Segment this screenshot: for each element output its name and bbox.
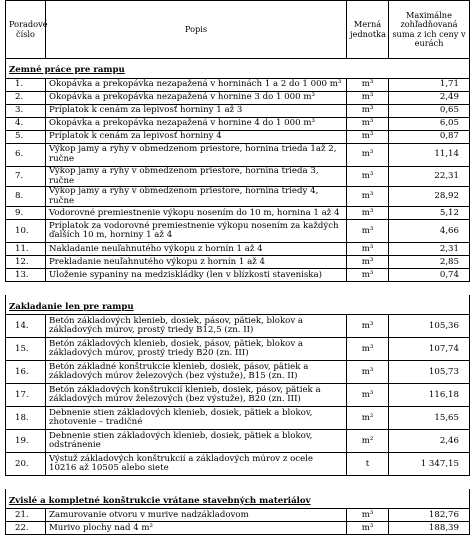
- header-unit: Merná jednotka: [347, 1, 389, 59]
- row-description: Murivo plochy nad 4 m²: [46, 522, 347, 535]
- row-number: 17.: [6, 384, 46, 407]
- row-max-amount: 105,36: [389, 315, 470, 338]
- row-unit: m³: [347, 105, 389, 118]
- row-number: 10.: [6, 220, 46, 243]
- row-number: 22.: [6, 522, 46, 535]
- row-unit: m³: [347, 207, 389, 220]
- row-unit: m³: [347, 315, 389, 338]
- table-row: [6, 269, 470, 282]
- row-number: 1.: [6, 79, 46, 92]
- row-max-amount: 22,31: [389, 167, 470, 187]
- row-description: Príplatok za vodorovné premiestnenie výkopu nosením za každých ďalších 10 m, horniny 1 až 4: [46, 220, 347, 243]
- section-header-row: [6, 299, 470, 315]
- row-unit: m³: [347, 509, 389, 522]
- price-table: [5, 0, 470, 535]
- row-unit: m³: [347, 256, 389, 269]
- table-row: [6, 207, 470, 220]
- row-max-amount: 15,65: [389, 407, 470, 430]
- row-number: 5.: [6, 131, 46, 144]
- row-max-amount: 188,39: [389, 522, 470, 535]
- row-unit: m³: [347, 167, 389, 187]
- section-header-row: [6, 493, 470, 509]
- row-number: 2.: [6, 92, 46, 105]
- row-number: 20.: [6, 453, 46, 476]
- section-title: Zakladanie len pre rampu: [9, 301, 134, 312]
- row-number: 16.: [6, 361, 46, 384]
- row-number: 18.: [6, 407, 46, 430]
- row-number: 9.: [6, 207, 46, 220]
- row-number: 3.: [6, 105, 46, 118]
- table-row: [6, 509, 470, 522]
- row-max-amount: 182,76: [389, 509, 470, 522]
- row-unit: m³: [347, 522, 389, 535]
- row-description: Príplatok k cenám za lepivosť horniny 1 až 3: [46, 105, 347, 118]
- row-description: Výkop jamy a ryhy v obmedzenom priestore, hornina trieda 1až 2, ručne: [46, 144, 347, 167]
- row-unit: m²: [347, 407, 389, 430]
- row-description: Betón základových konštrukcií klenieb, dosiek, pásov, pätiek a základových múrov železových (bez výstuže), B20 (zn. III): [46, 384, 347, 407]
- row-max-amount: 4,66: [389, 220, 470, 243]
- section-gap: [6, 476, 470, 490]
- row-unit: m³: [347, 384, 389, 407]
- row-unit: m³: [347, 361, 389, 384]
- header-description: Popis: [46, 1, 347, 59]
- row-max-amount: 0,65: [389, 105, 470, 118]
- row-description: Okopávka a prekopávka nezapažená v horninách 1 a 2 do 1 000 m³: [46, 79, 347, 92]
- row-number: 19.: [6, 430, 46, 453]
- table-row: [6, 407, 470, 430]
- table-row: [6, 384, 470, 407]
- table-row: [6, 118, 470, 131]
- section-title: Zemné práce pre rampu: [9, 65, 125, 76]
- row-max-amount: 11,14: [389, 144, 470, 167]
- row-description: Vodorovné premiestnenie výkopu nosením do 10 m, hornina 1 až 4: [46, 207, 347, 220]
- row-max-amount: 107,74: [389, 338, 470, 361]
- table-row: [6, 256, 470, 269]
- row-number: 15.: [6, 338, 46, 361]
- row-description: Debnenie stien základových klenieb, dosiek, pätiek a blokov, odstránenie: [46, 430, 347, 453]
- row-max-amount: 2,49: [389, 92, 470, 105]
- table-row: [6, 131, 470, 144]
- row-number: 7.: [6, 167, 46, 187]
- row-number: 4.: [6, 118, 46, 131]
- row-unit: m³: [347, 79, 389, 92]
- row-unit: m³: [347, 243, 389, 256]
- row-description: Zamurovanie otvoru v murive nadzákladovom: [46, 509, 347, 522]
- row-description: Nakladanie neuľahnutého výkopu z hornín 1 až 4: [46, 243, 347, 256]
- row-description: Okopávka a prekopávka nezapažená v hornine 4 do 1 000 m³: [46, 118, 347, 131]
- table-row: [6, 79, 470, 92]
- document-page: [5, 0, 469, 532]
- table-row: [6, 187, 470, 207]
- row-number: 14.: [6, 315, 46, 338]
- row-max-amount: 105,73: [389, 361, 470, 384]
- table-row: [6, 453, 470, 476]
- row-unit: m³: [347, 220, 389, 243]
- table-row: [6, 167, 470, 187]
- row-unit: m³: [347, 187, 389, 207]
- row-number: 11.: [6, 243, 46, 256]
- table-row: [6, 361, 470, 384]
- row-number: 12.: [6, 256, 46, 269]
- row-description: Betón základových klenieb, dosiek, pásov, pätiek, blokov a základových múrov, prostý triedy B20 (zn. III): [46, 338, 347, 361]
- row-description: Betón základné konštrukcie klenieb, dosiek, pásov, pätiek a základových múrov železových (bez výstuže), B15 (zn. II): [46, 361, 347, 384]
- row-description: Príplatok k cenám za lepivosť horniny 4: [46, 131, 347, 144]
- row-description: Prekladanie neuľahnutého výkopu z hornín 1 až 4: [46, 256, 347, 269]
- row-max-amount: 116,18: [389, 384, 470, 407]
- row-description: Výkop jamy a ryhy v obmedzenom priestore, hornina triedy 4, ručne: [46, 187, 347, 207]
- row-unit: m³: [347, 131, 389, 144]
- table-row: [6, 338, 470, 361]
- row-description: Betón základových klenieb, dosiek, pásov, pätiek, blokov a základových múrov, prostý triedy B12,5 (zn. II): [46, 315, 347, 338]
- row-max-amount: 28,92: [389, 187, 470, 207]
- table-row: [6, 315, 470, 338]
- row-description: Výkop jamy a ryhy v obmedzenom priestore, hornina trieda 3, ručne: [46, 167, 347, 187]
- section-gap: [6, 282, 470, 296]
- row-unit: m³: [347, 144, 389, 167]
- row-description: Výstuž základových konštrukcií a základových múrov z ocele 10216 až 10505 alebo siete: [46, 453, 347, 476]
- header-max-amount: Maximálne zohľadňovaná suma z ich ceny v eurách: [389, 1, 470, 59]
- section-header-row: [6, 63, 470, 79]
- row-description: Debnenie stien základových klenieb, dosiek, pätiek a blokov, zhotovenie – tradičné: [46, 407, 347, 430]
- row-unit: m³: [347, 338, 389, 361]
- row-number: 21.: [6, 509, 46, 522]
- row-max-amount: 5,12: [389, 207, 470, 220]
- header-number: Poradové číslo: [6, 1, 46, 59]
- row-max-amount: 1 347,15: [389, 453, 470, 476]
- table-row: [6, 105, 470, 118]
- row-unit: m³: [347, 118, 389, 131]
- row-description: Okopávka a prekopávka nezapažená v hornine 3 do 1 000 m³: [46, 92, 347, 105]
- row-max-amount: 0,87: [389, 131, 470, 144]
- table-row: [6, 92, 470, 105]
- table-row: [6, 144, 470, 167]
- row-max-amount: 6,05: [389, 118, 470, 131]
- row-max-amount: 2,31: [389, 243, 470, 256]
- row-number: 13.: [6, 269, 46, 282]
- row-max-amount: 1,71: [389, 79, 470, 92]
- table-row: [6, 522, 470, 535]
- section-title: Zvislé a kompletné konštrukcie vrátane stavebných materiálov: [9, 495, 311, 506]
- row-number: 8.: [6, 187, 46, 207]
- row-max-amount: 2,85: [389, 256, 470, 269]
- row-max-amount: 2,46: [389, 430, 470, 453]
- row-unit: m³: [347, 92, 389, 105]
- row-description: Uloženie sypaniny na medziskládky (len v blízkosti staveniska): [46, 269, 347, 282]
- table-header-row: [6, 1, 470, 59]
- row-unit: m³: [347, 269, 389, 282]
- table-row: [6, 430, 470, 453]
- row-max-amount: 0,74: [389, 269, 470, 282]
- row-unit: t: [347, 453, 389, 476]
- row-unit: m²: [347, 430, 389, 453]
- row-number: 6.: [6, 144, 46, 167]
- table-row: [6, 243, 470, 256]
- table-row: [6, 220, 470, 243]
